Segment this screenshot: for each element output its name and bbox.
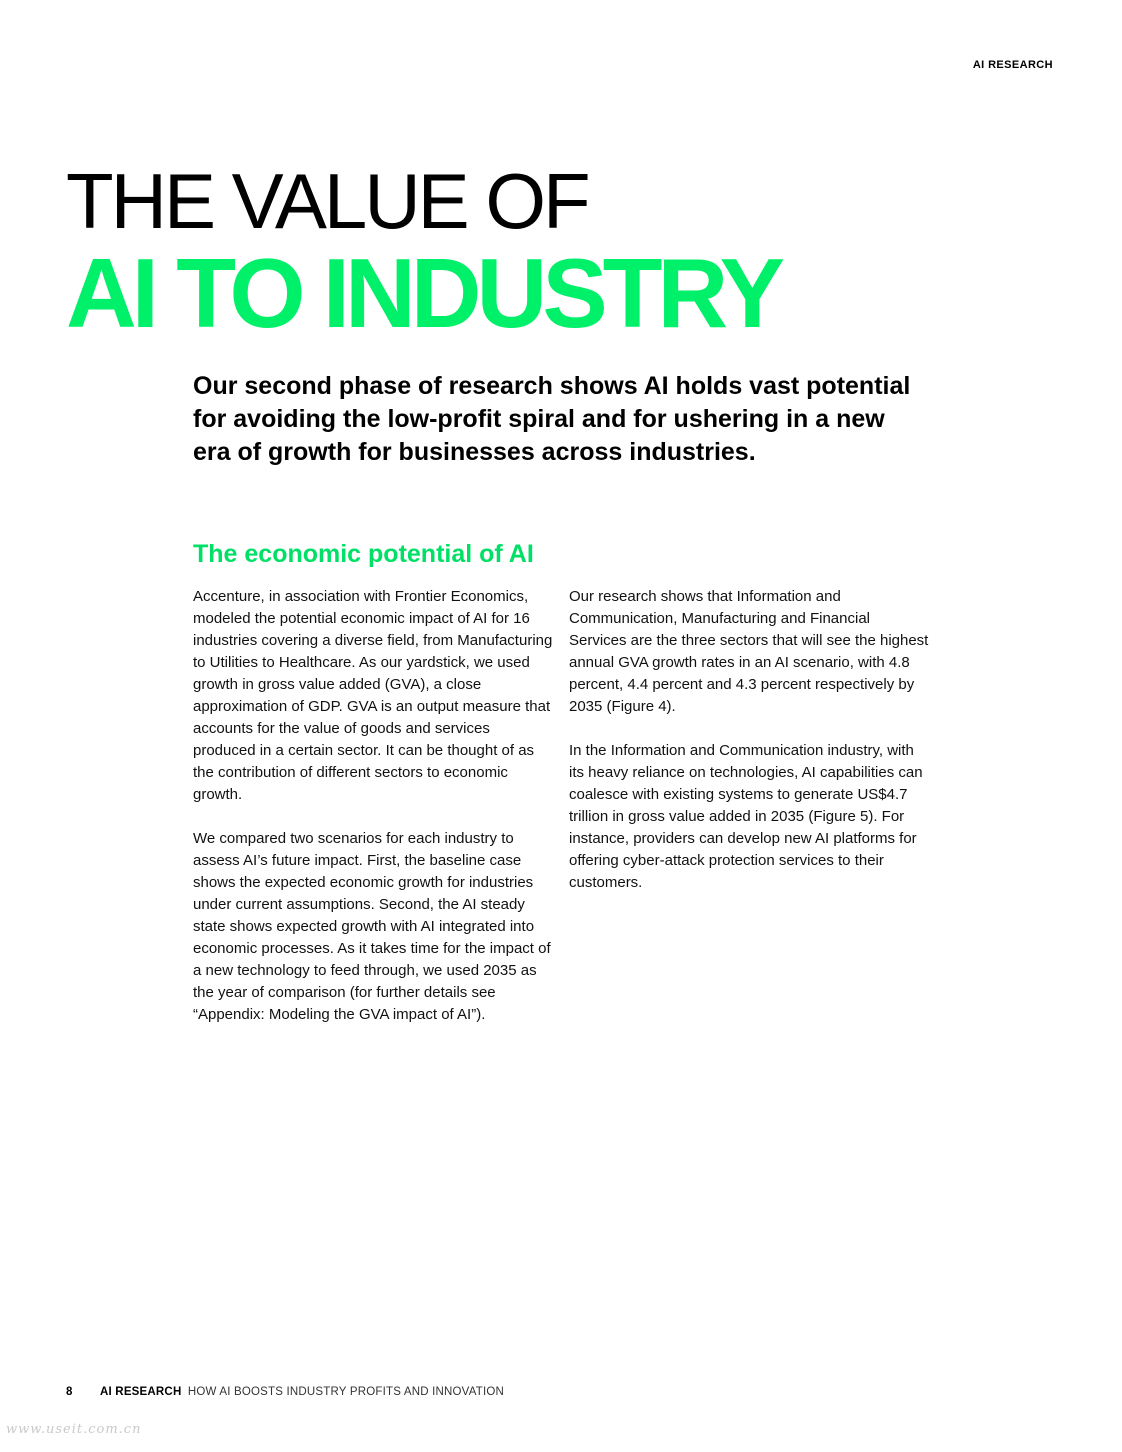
section-heading: The economic potential of AI <box>193 540 534 568</box>
running-header: AI RESEARCH <box>972 59 1053 71</box>
page-number: 8 <box>66 1386 73 1398</box>
watermark: www.useit.com.cn <box>6 1422 142 1437</box>
page-footer <box>66 1386 504 1398</box>
body-paragraph: Our research shows that Information and Communication, Manufacturing and Financial Services are the three sectors that will see the highest annual GVA growth rates in an AI scenario, with 4.8 percent, 4.4 percent and 4.3 percent respectively by 2035 (Figure 4). <box>569 588 929 715</box>
body-paragraph: We compared two scenarios for each industry to assess AI’s future impact. First, the baseline case shows the expected economic growth for industries under current assumptions. Second, the AI steady state shows expected growth with AI integrated into economic processes. As it takes time for the impact of a new technology to feed through, we used 2035 as the year of comparison (for further details see “Appendix: Modeling the GVA impact of AI”). <box>193 830 551 1023</box>
page-title-line2: AI TO INDUSTRY <box>66 238 781 348</box>
footer-publication: AI RESEARCH <box>100 1386 182 1398</box>
footer-subtitle: HOW AI BOOSTS INDUSTRY PROFITS AND INNOVATION <box>187 1386 504 1398</box>
page-title-line1: THE VALUE OF <box>66 157 588 245</box>
body-column-right <box>569 586 931 916</box>
body-paragraph: In the Information and Communication industry, with its heavy reliance on technologies, AI capabilities can coalesce with existing systems to generate US$4.7 trillion in gross value added in 2035 (Figure 5). For instance, providers can develop new AI platforms for offering cyber-attack protection services to their customers. <box>569 742 923 891</box>
lead-paragraph: Our second phase of research shows AI holds vast potential for avoiding the low-profit spiral and for ushering in a new era of growth for businesses across industries. <box>193 372 911 466</box>
body-paragraph: Accenture, in association with Frontier Economics, modeled the potential economic impact of AI for 16 industries covering a diverse field, from Manufacturing to Utilities to Healthcare. As our yardstick, we used growth in gross value added (GVA), a close approximation of GDP. GVA is an output measure that accounts for the value of goods and services produced in a certain sector. It can be thought of as the contribution of different sectors to economic growth. <box>193 588 553 803</box>
body-column-left <box>193 586 553 1048</box>
